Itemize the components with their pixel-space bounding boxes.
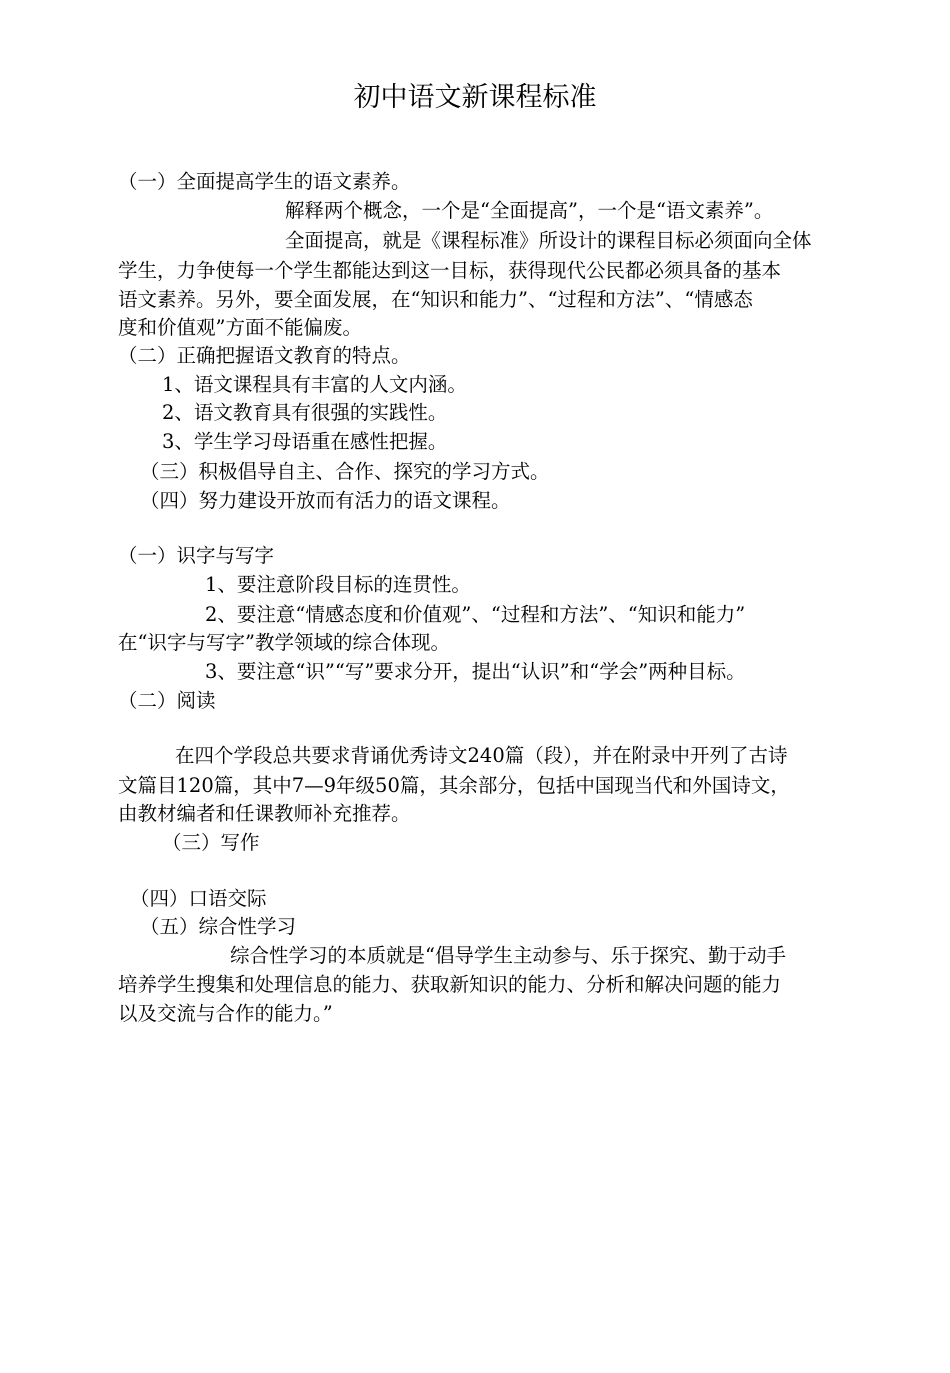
section-heading: （五）综合性学习 (140, 915, 297, 938)
section-heading: （一）全面提高学生的语文素养。 (118, 170, 411, 193)
list-item: 3、学生学习母语重在感性把握。 (162, 430, 448, 453)
section-heading: （二）阅读 (118, 689, 216, 712)
paragraph-line: 以及交流与合作的能力。” (118, 1002, 333, 1025)
paragraph-line: 学生，力争使每一个学生都能达到这一目标，获得现代公民都必须具备的基本 (118, 259, 782, 282)
paragraph-line: 度和价值观”方面不能偏废。 (118, 316, 362, 339)
paragraph-line: 全面提高，就是《课程标准》所设计的课程目标必须面向全体 (285, 229, 812, 252)
paragraph-line: 由教材编者和任课教师补充推荐。 (118, 802, 411, 825)
page-title: 初中语文新课程标准 (353, 82, 597, 113)
section-heading: （一）识字与写字 (118, 544, 275, 567)
section-heading: （四）努力建设开放而有活力的语文课程。 (140, 489, 511, 512)
list-item: 1、语文课程具有丰富的人文内涵。 (162, 373, 467, 396)
paragraph-line: 在“识字与写字”教学领域的综合体现。 (118, 631, 450, 654)
section-heading: （二）正确把握语文教育的特点。 (118, 344, 411, 367)
paragraph-line: 培养学生搜集和处理信息的能力、获取新知识的能力、分析和解决问题的能力 (118, 973, 782, 996)
list-item: 2、语文教育具有很强的实践性。 (162, 401, 448, 424)
section-heading: （四）口语交际 (130, 887, 267, 910)
paragraph-line: 文篇目120篇，其中7—9年级50篇，其余部分，包括中国现当代和外国诗文， (118, 774, 790, 797)
paragraph-line: 在四个学段总共要求背诵优秀诗文240篇（段），并在附录中开列了古诗 (175, 744, 788, 767)
paragraph-line: 解释两个概念，一个是“全面提高”，一个是“语文素养”。 (285, 199, 774, 222)
paragraph-line: 综合性学习的本质就是“倡导学生主动参与、乐于探究、勤于动手 (230, 944, 786, 967)
list-item: 1、要注意阶段目标的连贯性。 (205, 573, 471, 596)
list-item: 2、要注意“情感态度和价值观”、“过程和方法”、“知识和能力” (205, 603, 746, 626)
paragraph-line: 语文素养。另外，要全面发展，在“知识和能力”、“过程和方法”、“情感态 (118, 288, 753, 311)
section-heading: （三）写作 (162, 831, 260, 854)
list-item: 3、要注意“识”“写”要求分开，提出“认识”和“学会”两种目标。 (205, 660, 746, 683)
section-heading: （三）积极倡导自主、合作、探究的学习方式。 (140, 460, 550, 483)
